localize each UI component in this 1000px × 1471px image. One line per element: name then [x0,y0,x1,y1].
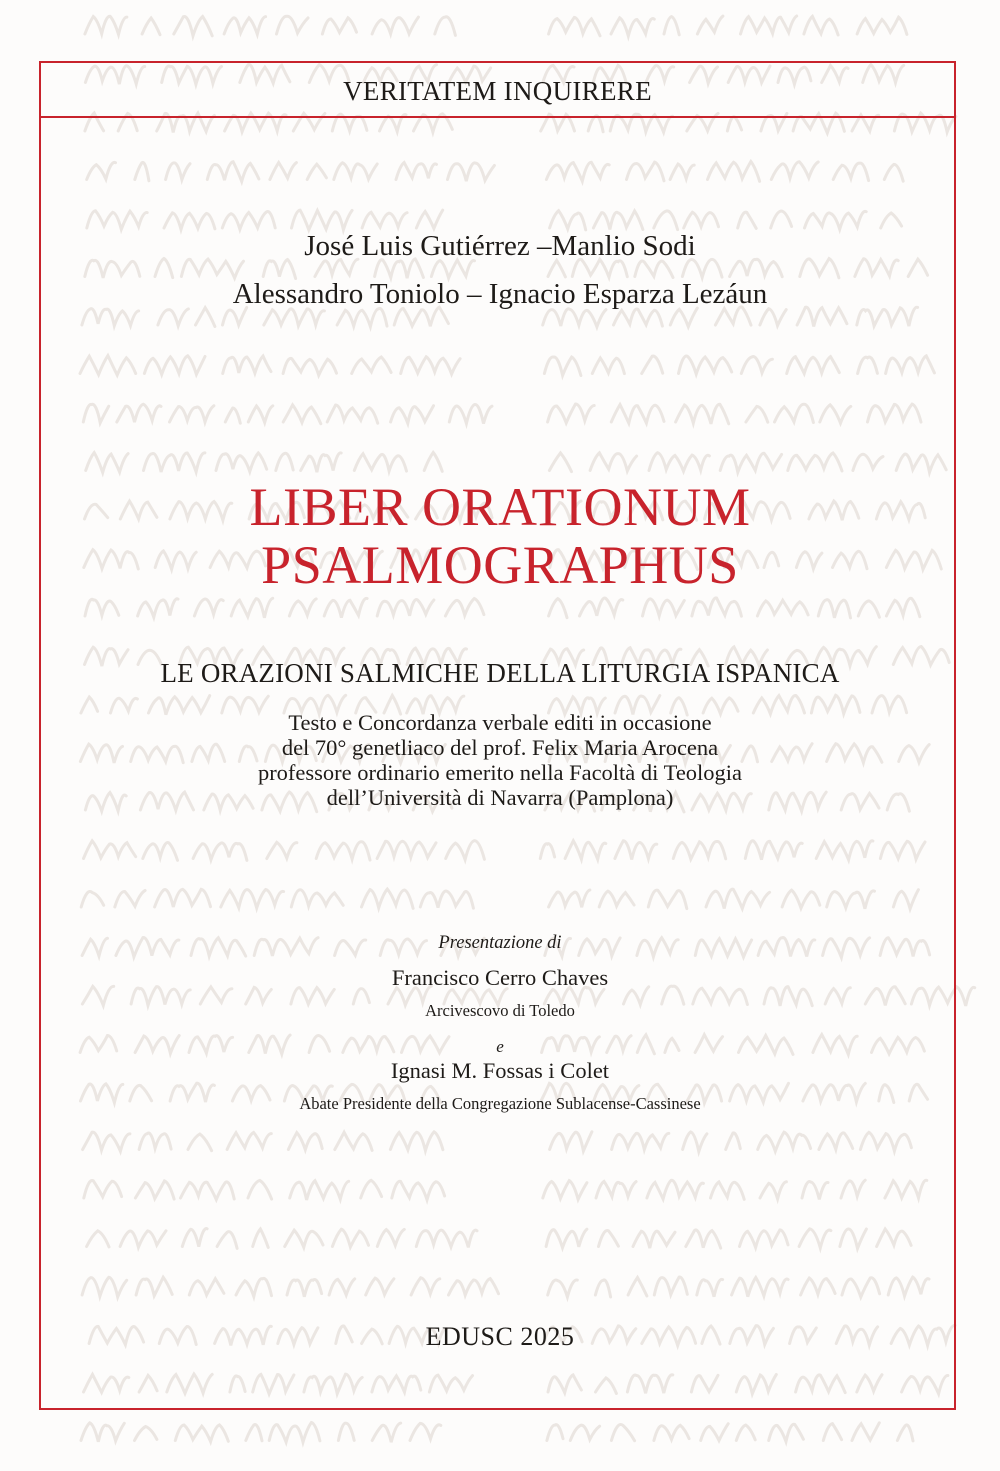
manuscript-stroke [175,1425,228,1442]
presenter-1-role: Arcivescovo di Toledo [425,1001,575,1020]
manuscript-stroke [804,16,838,35]
presenter-2-name: Ignasi M. Fossas i Colet [390,1058,610,1083]
manuscript-stroke [81,1423,124,1442]
manuscript-stroke [372,1423,401,1442]
manuscript-stroke [736,1425,755,1441]
publisher-year: EDUSC 2025 [425,1322,575,1351]
manuscript-stroke [549,17,600,35]
authors-line-2: Alessandro Toniolo – Ignacio Esparza Lezáun [232,278,768,310]
manuscript-stroke [322,18,356,34]
manuscript-stroke [224,17,266,35]
manuscript-stroke [823,1424,841,1441]
manuscript-stroke [85,16,127,34]
manuscript-stroke [246,1424,262,1440]
presenter-2-role: Abate Presidente della Congregazione Sublacense-Cassinese [299,1094,701,1113]
authors-block [0,222,1000,318]
title-line-1: LIBER ORATIONUM [249,477,751,537]
description-line-1: Testo e Concordanza verbale editi in occasione [288,710,712,735]
manuscript-stroke [372,17,418,34]
manuscript-stroke [135,1427,157,1441]
manuscript-stroke [142,18,160,35]
description-line-3: professore ordinario emerito nella Facoltà di Teologia [257,760,743,785]
manuscript-stroke [664,17,679,35]
manuscript-stroke [570,1425,599,1440]
manuscript-stroke [611,18,654,36]
manuscript-stroke [410,1423,441,1440]
description-line-2: del 70° genetliaco del prof. Felix Maria Arocena [281,735,719,760]
manuscript-stroke [697,16,723,34]
manuscript-stroke [547,1425,563,1441]
manuscript-stroke [852,1423,879,1441]
manuscript-stroke [338,1423,354,1440]
manuscript-stroke [611,1424,634,1440]
book-title [0,478,1000,594]
manuscript-stroke [741,16,797,34]
series-name: VERITATEM INQUIRERE [343,76,652,106]
description-block [0,710,1000,810]
manuscript-stroke [769,1424,804,1441]
series-divider-line [39,116,956,118]
description-line-4: dell’Università di Navarra (Pamplona) [326,785,674,810]
presenter-1-name: Francisco Cerro Chaves [391,965,609,990]
manuscript-stroke [435,17,456,36]
authors-line-1: José Luis Gutiérrez –Manlio Sodi [304,230,696,262]
manuscript-stroke [701,1424,729,1441]
manuscript-stroke [277,16,309,34]
manuscript-stroke [654,1425,689,1440]
manuscript-stroke [857,17,907,34]
title-line-2: PSALMOGRAPHUS [261,535,739,595]
presentation-conjunction: e [496,1037,504,1056]
manuscript-stroke [897,1425,913,1441]
manuscript-stroke [174,16,212,35]
presentation-label: Presentazione di [438,933,562,953]
book-subtitle: LE ORAZIONI SALMICHE DELLA LITURGIA ISPANICA [160,658,840,688]
manuscript-stroke [269,1423,320,1443]
